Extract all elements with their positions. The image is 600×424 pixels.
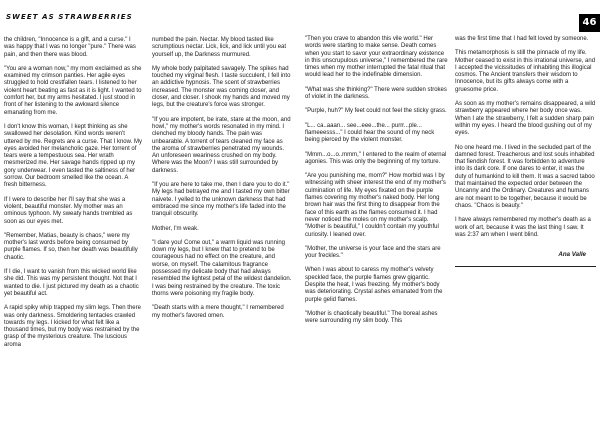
paragraph: was the first time that I had felt loved by someone. [455,36,589,42]
paragraph: "L... ca..aaan... see...eee...the... purrr...ple... flameeesss..." I could hear the sound of my neck being pierced by the violent monster. [305,122,435,144]
paragraph: "Mmm...o...o..mmm," I entered to the realm of eternal agonies. This was only the beginning of my torture. [305,151,447,165]
paragraph: If I were to describe her I'll say that she was a violent, beautiful monster. My mother was an ominous typhoon. My sweaty hands trembled as soon as our eyes met. [4,196,133,225]
paragraph: If I die, I want to vanish from this wicked world like she did. This was my persistent thought. Not that I wanted to die. I just pictured my death as a chaotic yet beautiful act. [4,269,139,297]
paragraph: "Death starts with a mere thought," I remembered my mother's favored omen. [152,305,284,319]
paragraph: I don't know this woman, I kept thinking as she swallowed her desolation. Kind words weren't uttered by me. Regrets are a curse. That I know. My eyes avoided her melancholic gaze. Her torrent of tears were a tempestuous sea. Her wrath mesmerized me. Her savage hands ripped up my gory underwear. I even tasted the saltiness of her sorrow. Our bedroom smelled like the ocean. A fresh bitterness. [4,123,142,189]
paragraph: "If you are here to take me, then I dare you to do it." My legs had betrayed me and I tasted my own bitter naivete. I yelled to the unknown darkness that had embraced me since my mother's life faded into the tranquil obscurity. [152,182,290,218]
text-column-2 [152,37,292,327]
paragraph: As soon as my mother's remains disappeared, a wild strawberry appeared where her body once was. When I ate the strawberry, I felt a sudden sharp pain within my eyes. I heard the blood gushing out of my eyes. [455,101,596,137]
text-column-4 [455,36,596,267]
paragraph: "Are you punishing me, mom?" How morbid was I by witnessing with sheer interest the end of my mother's culmination of life. My eyes fixated on the purple flames covering my mother's naked body. Her long brown hair was the first thing to disappear from the face of this earth as the flames consumed it. I had never noticed the moles on my mother's scalp. "Mother is beautiful," I couldn't contain my youthful curiosity. I leaned over. [305,173,446,238]
paragraph: When I was about to caress my mother's velvety speckled face, the purple flames grew gigantic. Despite the heat, I was freezing. My mother's body was deteriorating. Crystal ashes emanated from the purple gelid flames. [305,267,443,303]
paragraph: "I dare you! Come out," a warm liquid was running down my legs, but I knew that to pretend to be courageous had no effect on the creature, and worse, on myself. The calamitous fragrance possessed my delicate body that had always resembled the lightest petal of the wildest dandelion. I was being restrained by the creature. The toxic thorns were poisoning my fragile body. [152,239,292,297]
paragraph: "Mother is chaotically beautiful." The boreal ashes were surrounding my slim body. This [305,310,438,325]
paragraph: This metamorphosis is still the pinnacle of my life. Mother ceased to exist in this irrational universe, and I accepted the vicissitudes of inhabiting this illogical cosmos. The Ancient transfers their wisdom to Innocence, but its gifts always come with a gruesome price. [455,50,596,93]
page-number: 46 [579,14,600,32]
paragraph: "Then you crave to abandon this vile world." Her words were starting to make sense. Death comes when you start to savor your extraordinary existence in this unscrupulous universe," I remembered the rare times when my mother interrupted the fatal ritual that would lead her to the indefinable dimension. [305,36,448,79]
running-header-title: SWEET AS STRAWBERRIES [6,13,133,21]
paragraph: No one heard me. I lived in the secluded part of the damned forest. Treacherous and lost souls inhabited that fiendish forest. It was forbidden to adventure into its dark core. If one dares to enter, it was the duty of humankind to kill them. It was a sacred taboo that maintained the expected order between the Uncanny and the Ordinary. Creatures and humans are not meant to be together, because it would be chaos. "Chaos is beauty." [455,144,595,209]
paragraph: "Purple, huh?" My feet could not feel the sticky grass. [305,108,447,115]
author-divider [455,266,596,267]
paragraph: "Remember, Matias, beauty is chaos," were my mother's last words before being consumed by purple flames. If so, then her death was beautifully chaotic. [4,232,138,261]
paragraph: "What was she thinking?" There were sudden strokes of violet in the darkness. [305,86,447,101]
paragraph: "You are a woman now," my mom exclaimed as she examined my crimson panties. Her agile eyes struggled to hold crestfallen tears. I listened to her violent heart beating as fast as it is light. I wanted to comfort her, but my arms hesitated. I just stood in front of her listening to the awkward silence emanating from me. [4,65,142,116]
paragraph: I have always remembered my mother's death as a work of art, because it was the last thing I saw. It was 2:37 am when I went blind. [455,217,591,238]
paragraph: numbed the pain. Nectar. My blood tasted like scrumptious nectar. Lick, lick, and lick until you eat yourself up, the Darkness murmured. [152,37,287,58]
text-column-3 [305,36,448,333]
paragraph: Mother, I'm weak. [152,225,199,232]
text-column-1 [4,37,142,356]
paragraph: the children, "Innocence is a gift, and a curse." I was happy that I was no longer "pure." There was pain, and then there was blood. [4,37,136,58]
paragraph: My whole body palpitated savagely. The spikes had touched my virginal flesh. I taste succulent, I fell into an addictive hypnosis. The scent of strawberries increased. The monster was coming closer, and closer, and closer. I shook my hands and moved my legs, but the creature's force was stronger. [152,65,291,109]
author-name: Ana Valle [558,251,586,259]
paragraph: "Mother, the universe is your face and the stars are your freckles." [305,245,441,260]
paragraph: "If you are impotent, be irate, stare at the moon, and howl," my mother's words resonated in my mind. I clenched my bloody hands. The pain was unbearable. A torrent of tears cleaned my face as the aroma of strawberries penetrated my wounds. An unforeseen weariness crushed on my body. Where was the Moon? I was still surrounded by darkness. [152,116,291,174]
paragraph: A rapid spiky whip trapped my slim legs. Then there was only darkness. Smoldering tentacles crawled towards my legs. I kicked for what felt like a thousand times, but my body was restrained by the grasp of the mysterious creature. The luscious aroma [4,305,141,348]
